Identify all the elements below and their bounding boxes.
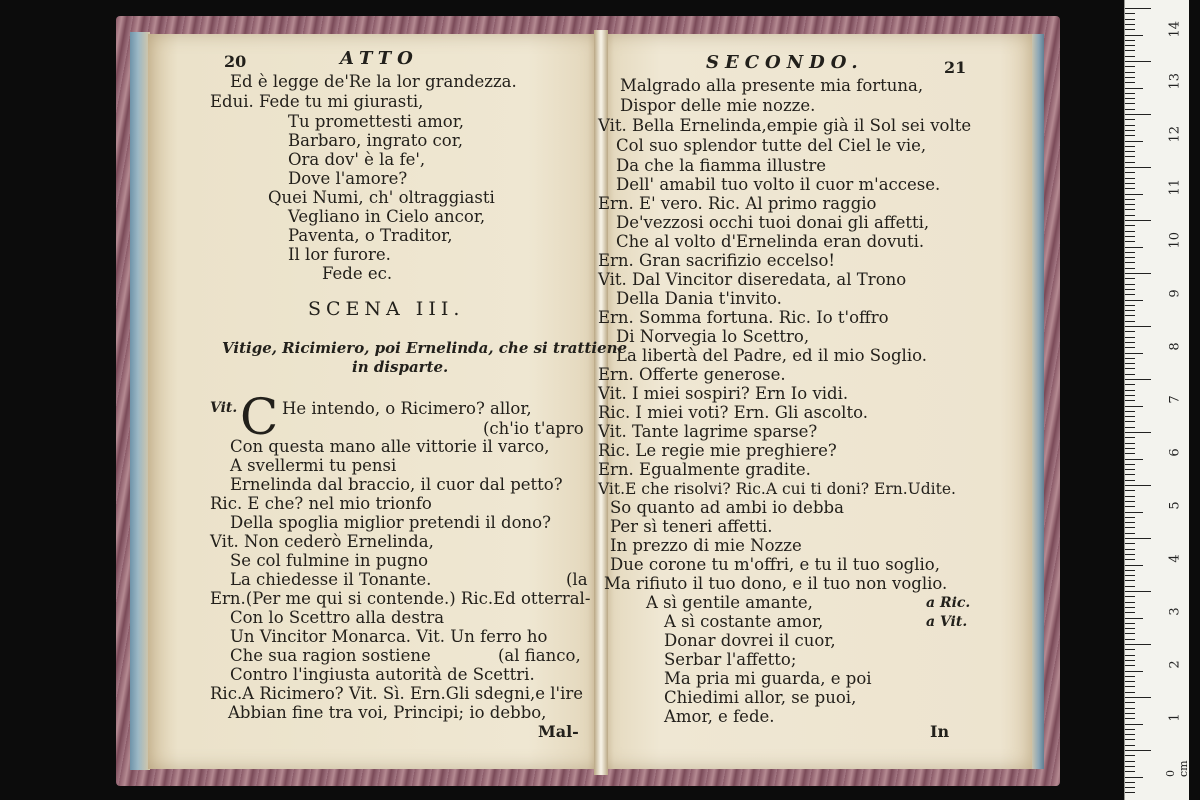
text-line: A sì gentile amante, — [646, 593, 813, 612]
ruler-tick — [1125, 236, 1135, 237]
ruler-tick — [1125, 72, 1135, 73]
ruler-tick — [1125, 506, 1135, 507]
ruler-number: 10 — [1167, 231, 1183, 249]
text-line: Edui. Fede tu mi giurasti, — [210, 92, 424, 111]
ruler-number: 4 — [1167, 554, 1183, 563]
text-line: A sì costante amor, — [664, 612, 824, 631]
ruler-tick — [1125, 639, 1135, 640]
ruler-tick — [1125, 294, 1135, 295]
text-line: Che al volto d'Ernelinda eran dovuti. — [616, 232, 925, 251]
text-line: Contro l'ingiusta autorità de Scettri. — [230, 665, 535, 684]
ruler-tick — [1125, 724, 1143, 725]
text-line: Dove l'amore? — [288, 169, 408, 188]
ruler-tick — [1125, 379, 1151, 380]
ruler-tick — [1125, 787, 1135, 788]
running-header-right: SECONDO. — [706, 52, 864, 73]
ruler-tick — [1125, 448, 1135, 449]
ruler-tick — [1125, 172, 1135, 173]
ruler-tick — [1125, 162, 1135, 163]
ruler-tick — [1125, 82, 1135, 83]
ruler-tick — [1125, 527, 1135, 528]
ruler-tick — [1125, 549, 1135, 550]
ruler-tick — [1125, 400, 1135, 401]
ruler-tick — [1125, 485, 1151, 486]
ruler-tick — [1125, 443, 1135, 444]
text-line: Ern. Offerte generose. — [598, 365, 786, 384]
ruler-number: 9 — [1167, 289, 1183, 298]
text-line: Barbaro, ingrato cor, — [288, 131, 464, 150]
stage-direction: in disparte. — [352, 358, 449, 376]
ruler-tick — [1125, 459, 1143, 460]
text-line: Vegliano in Cielo ancor, — [288, 207, 486, 226]
ruler-tick — [1125, 633, 1135, 634]
ruler-tick — [1125, 257, 1135, 258]
ruler-number: 7 — [1167, 395, 1183, 404]
ruler-tick — [1125, 718, 1135, 719]
ruler-tick — [1125, 61, 1151, 62]
text-line: Con lo Scettro alla destra — [230, 608, 445, 627]
ruler-tick — [1125, 554, 1135, 555]
ruler-tick — [1125, 273, 1151, 274]
ruler-tick — [1125, 278, 1135, 279]
ruler-tick — [1125, 777, 1143, 778]
ruler-tick — [1125, 342, 1135, 343]
ruler-tick — [1125, 782, 1135, 783]
text-line: He intendo, o Ricimero? allor, — [282, 399, 532, 418]
text-line: Da che la fiamma illustre — [616, 156, 826, 175]
ruler-number: 5 — [1167, 501, 1183, 510]
ruler-tick — [1125, 771, 1135, 772]
ruler-tick — [1125, 178, 1135, 179]
ruler-tick — [1125, 35, 1143, 36]
text-line: Vit.E che risolvi? Ric.A cui ti doni? Ern.Udite. — [598, 480, 956, 498]
ruler-tick — [1125, 368, 1135, 369]
ruler-tick — [1125, 416, 1135, 417]
ruler-tick — [1125, 188, 1135, 189]
page-number-right: 21 — [944, 58, 967, 77]
text-line: Ric. E che? nel mio trionfo — [210, 494, 432, 513]
ruler-tick — [1125, 56, 1135, 57]
ruler-tick — [1125, 262, 1135, 263]
ruler-tick — [1125, 575, 1135, 576]
ruler-tick — [1125, 538, 1151, 539]
ruler-tick — [1125, 676, 1135, 677]
ruler-tick — [1125, 231, 1135, 232]
ruler-tick — [1125, 474, 1135, 475]
ruler-tick — [1125, 29, 1135, 30]
text-line: Vit. Tante lagrime sparse? — [598, 422, 818, 441]
ruler-tick — [1125, 241, 1135, 242]
ruler-tick — [1125, 77, 1135, 78]
ruler-tick — [1125, 517, 1135, 518]
ruler-tick — [1125, 353, 1143, 354]
ruler-tick — [1125, 533, 1135, 534]
ruler-tick — [1125, 374, 1135, 375]
text-line: Ric. Le regie mie preghiere? — [598, 441, 837, 460]
text-line: So quanto ad ambi io debba — [610, 498, 844, 517]
ruler-tick — [1125, 755, 1135, 756]
text-line: Ric.A Ricimero? Vit. Sì. Ern.Gli sdegni,e l'ire — [210, 684, 584, 703]
text-line: La libertà del Padre, ed il mio Soglio. — [616, 346, 927, 365]
scene-title: SCENA III. — [308, 298, 465, 320]
ruler-tick — [1125, 469, 1135, 470]
ruler-number: 14 — [1167, 20, 1183, 38]
stage-direction: Vitige, Ricimiero, poi Ernelinda, che si trattiene — [222, 339, 628, 357]
ruler-tick — [1125, 109, 1135, 110]
ruler-tick — [1125, 432, 1151, 433]
text-line: De'vezzosi occhi tuoi donai gli affetti, — [616, 213, 930, 232]
ruler-tick — [1125, 194, 1143, 195]
text-line: Serbar l'affetto; — [664, 650, 797, 669]
text-line: Della Dania t'invito. — [616, 289, 782, 308]
ruler-tick — [1125, 671, 1143, 672]
ruler-tick — [1125, 135, 1135, 136]
text-line: Ma rifiuto il tuo dono, e il tuo non voglio. — [604, 574, 948, 593]
ruler-tick — [1125, 384, 1135, 385]
ruler-tick — [1125, 315, 1135, 316]
text-line: Ora dov' è la fe', — [288, 150, 426, 169]
text-line: Due corone tu m'offri, e tu il tuo soglio, — [610, 555, 940, 574]
text-line: Paventa, o Traditor, — [288, 226, 453, 245]
ruler-tick — [1125, 686, 1135, 687]
text-line: Un Vincitor Monarca. Vit. Un ferro ho — [230, 627, 548, 646]
ruler-tick — [1125, 199, 1135, 200]
ruler-tick — [1125, 337, 1135, 338]
ruler-tick — [1125, 660, 1135, 661]
ruler-tick — [1125, 146, 1135, 147]
text-line: Vit. Bella Ernelinda,empie già il Sol sei volte — [598, 116, 972, 135]
catchword-right: In — [930, 722, 950, 741]
ruler-tick — [1125, 40, 1135, 41]
ruler-tick — [1125, 628, 1135, 629]
text-line: Ern. E' vero. Ric. Al primo raggio — [598, 194, 877, 213]
text-line: Donar dovrei il cuor, — [664, 631, 836, 650]
ruler-tick — [1125, 708, 1135, 709]
catchword-left: Mal- — [538, 722, 579, 741]
text-line: Ern.(Per me qui si contende.) Ric.Ed otterral- — [210, 589, 591, 608]
ruler-tick — [1125, 702, 1135, 703]
ruler-tick — [1125, 618, 1143, 619]
ruler-tick — [1125, 289, 1135, 290]
ruler-tick — [1125, 24, 1135, 25]
ruler-tick — [1125, 390, 1135, 391]
text-line: Fede ec. — [322, 264, 393, 283]
ruler-tick — [1125, 612, 1135, 613]
ruler-tick — [1125, 761, 1135, 762]
ruler-tick — [1125, 347, 1135, 348]
ruler-tick — [1125, 252, 1135, 253]
ruler-tick — [1125, 204, 1135, 205]
ruler-tick — [1125, 421, 1135, 422]
ruler-number: 1 — [1167, 713, 1183, 722]
text-line: Tu promettesti amor, — [288, 112, 465, 131]
ruler-tick — [1125, 522, 1135, 523]
ruler-tick — [1125, 591, 1151, 592]
ruler-tick — [1125, 358, 1135, 359]
ruler-tick — [1125, 151, 1135, 152]
ruler-tick — [1125, 750, 1151, 751]
text-line: Della spoglia miglior pretendi il dono? — [230, 513, 551, 532]
ruler-tick — [1125, 655, 1135, 656]
text-line: Ma pria mi guarda, e poi — [664, 669, 872, 688]
side-note: a Ric. — [926, 595, 971, 611]
drop-cap: C — [240, 388, 279, 446]
measuring-ruler — [1124, 0, 1189, 800]
ruler-tick — [1125, 305, 1135, 306]
ruler-tick — [1125, 596, 1135, 597]
ruler-tick — [1125, 543, 1135, 544]
ruler-tick — [1125, 559, 1135, 560]
ruler-tick — [1125, 512, 1143, 513]
ruler-tick — [1125, 268, 1135, 269]
ruler-tick — [1125, 792, 1135, 793]
ruler-tick — [1125, 331, 1135, 332]
text-line: Abbian fine tra voi, Principi; io debbo, — [228, 703, 547, 722]
ruler-tick — [1125, 19, 1135, 20]
text-line: Se col fulmine in pugno — [230, 551, 429, 570]
text-line: (la — [566, 570, 588, 589]
ruler-tick — [1125, 437, 1135, 438]
ruler-tick — [1125, 697, 1151, 698]
text-line: Ern. Gran sacrifizio eccelso! — [598, 251, 836, 270]
ruler-tick — [1125, 156, 1135, 157]
ruler-tick — [1125, 623, 1135, 624]
ruler-tick — [1125, 8, 1151, 9]
ruler-tick — [1125, 713, 1135, 714]
text-line: Ern. Somma fortuna. Ric. Io t'offro — [598, 308, 889, 327]
ruler-tick — [1125, 734, 1135, 735]
ruler-tick — [1125, 125, 1135, 126]
ruler-tick — [1125, 45, 1135, 46]
ruler-tick — [1125, 209, 1135, 210]
ruler-tick — [1125, 607, 1135, 608]
ruler-tick — [1125, 644, 1151, 645]
ruler-tick — [1125, 766, 1135, 767]
ruler-tick — [1125, 464, 1135, 465]
ruler-tick — [1125, 501, 1135, 502]
text-line: Con questa mano alle vittorie il varco, — [230, 437, 550, 456]
text-line: Ric. I miei voti? Ern. Gli ascolto. — [598, 403, 868, 422]
running-header-left: ATTO — [340, 48, 419, 69]
ruler-number: 2 — [1167, 660, 1183, 669]
ruler-tick — [1125, 247, 1143, 248]
text-line: Per sì teneri affetti. — [610, 517, 773, 536]
ruler-tick — [1125, 363, 1135, 364]
ruler-tick — [1125, 681, 1135, 682]
ruler-tick — [1125, 321, 1135, 322]
ruler-tick — [1125, 284, 1135, 285]
ruler-tick — [1125, 114, 1151, 115]
ruler-number: 11 — [1167, 178, 1183, 196]
ruler-tick — [1125, 490, 1135, 491]
ruler-tick — [1125, 406, 1143, 407]
text-line: Ern. Egualmente gradite. — [598, 460, 811, 479]
page-number-left: 20 — [224, 52, 247, 71]
ruler-tick — [1125, 411, 1135, 412]
ruler-tick — [1125, 310, 1135, 311]
ruler-tick — [1125, 427, 1135, 428]
ruler-tick — [1125, 480, 1135, 481]
ruler-number: 12 — [1167, 125, 1183, 143]
ruler-tick — [1125, 326, 1151, 327]
ruler-tick — [1125, 88, 1143, 89]
text-line: Vit. I miei sospiri? Ern Io vidi. — [598, 384, 849, 403]
ruler-number: 6 — [1167, 448, 1183, 457]
text-line: Dispor delle mie nozze. — [620, 96, 816, 115]
ruler-tick — [1125, 130, 1135, 131]
ruler-tick — [1125, 453, 1135, 454]
ruler-number: 3 — [1167, 607, 1183, 616]
text-line: In prezzo di mie Nozze — [610, 536, 802, 555]
text-line: Di Norvegia lo Scettro, — [616, 327, 810, 346]
ruler-tick — [1125, 220, 1151, 221]
ruler-tick — [1125, 586, 1135, 587]
ruler-number: 13 — [1167, 72, 1183, 90]
text-line: Il lor furore. — [288, 245, 391, 264]
page-edges-left — [130, 32, 150, 770]
text-line: Vit. Dal Vincitor diseredata, al Trono — [598, 270, 907, 289]
side-note: a Vit. — [926, 614, 968, 630]
ruler-tick — [1125, 103, 1135, 104]
text-line: Ed è legge de'Re la lor grandezza. — [230, 72, 517, 91]
ruler-tick — [1125, 602, 1135, 603]
text-line: (ch'io t'apro — [483, 419, 584, 438]
ruler-tick — [1125, 93, 1135, 94]
ruler-tick — [1125, 570, 1135, 571]
ruler-tick — [1125, 183, 1135, 184]
text-line: Amor, e fede. — [664, 707, 775, 726]
ruler-tick — [1125, 665, 1135, 666]
ruler-tick — [1125, 141, 1143, 142]
ruler-tick — [1125, 167, 1151, 168]
text-line: A svellermi tu pensi — [230, 456, 397, 475]
text-line: (al fianco, — [498, 646, 581, 665]
ruler-tick — [1125, 496, 1135, 497]
text-line: Col suo splendor tutte del Ciel le vie, — [616, 136, 927, 155]
text-line: Quei Numi, ch' oltraggiasti — [268, 188, 495, 207]
ruler-tick — [1125, 119, 1135, 120]
page-edges-right — [1030, 34, 1044, 769]
ruler-tick — [1125, 215, 1135, 216]
ruler-tick — [1125, 300, 1143, 301]
ruler-tick — [1125, 729, 1135, 730]
ruler-number: 8 — [1167, 342, 1183, 351]
ruler-tick — [1125, 649, 1135, 650]
text-line: Malgrado alla presente mia fortuna, — [620, 76, 924, 95]
ruler-tick — [1125, 692, 1135, 693]
ruler-tick — [1125, 745, 1135, 746]
text-line: Ernelinda dal braccio, il cuor dal petto? — [230, 475, 563, 494]
text-line: Che sua ragion sostiene — [230, 646, 431, 665]
ruler-tick — [1125, 50, 1135, 51]
ruler-tick — [1125, 98, 1135, 99]
ruler-tick — [1125, 565, 1143, 566]
text-line: Chiedimi allor, se puoi, — [664, 688, 857, 707]
ruler-tick — [1125, 66, 1135, 67]
speaker-label: Vit. — [210, 400, 238, 416]
ruler-tick — [1125, 13, 1135, 14]
ruler-tick — [1125, 739, 1135, 740]
ruler-tick — [1125, 395, 1135, 396]
text-line: Dell' amabil tuo volto il cuor m'accese. — [616, 175, 941, 194]
text-line: Vit. Non cederò Ernelinda, — [210, 532, 434, 551]
ruler-tick — [1125, 225, 1135, 226]
text-line: La chiedesse il Tonante. — [230, 570, 432, 589]
ruler-tick — [1125, 580, 1135, 581]
ruler-unit: 0 cm — [1164, 760, 1190, 777]
